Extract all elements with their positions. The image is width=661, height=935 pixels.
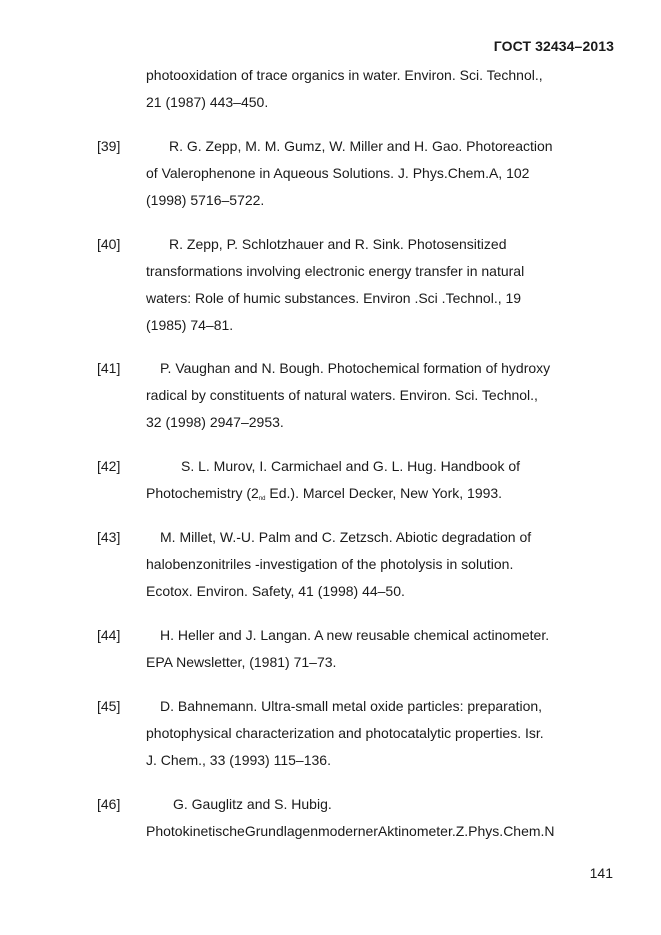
reference-line <box>146 484 502 508</box>
reference-number: [42] <box>97 458 121 474</box>
reference-line: transformations involving electronic energy transfer in natural <box>146 263 525 279</box>
reference-line: PhotokinetischeGrundlagenmodernerAktinometer.Z.Phys.Chem.N <box>146 823 555 839</box>
reference-line: G. Gauglitz and S. Hubig. <box>173 796 332 812</box>
reference-line: (1998) 5716–5722. <box>146 192 265 208</box>
reference-line: H. Heller and J. Langan. A new reusable chemical actinometer. <box>160 627 550 643</box>
reference-line: R. G. Zepp, M. M. Gumz, W. Miller and H. Gao. Photoreaction <box>169 138 553 154</box>
reference-line: S. L. Murov, I. Carmichael and G. L. Hug. Handbook of <box>181 458 521 474</box>
reference-number: [44] <box>97 627 121 643</box>
reference-line: R. Zepp, P. Schlotzhauer and R. Sink. Photosensitized <box>169 236 507 252</box>
reference-line: halobenzonitriles -investigation of the photolysis in solution. <box>146 556 514 572</box>
ordinal-suffix: nd <box>258 496 266 502</box>
standard-header: ГОСТ 32434–2013 <box>493 38 614 54</box>
edition-text: Ed.). Marcel Decker, New York, 1993. <box>265 485 503 501</box>
reference-line: D. Bahnemann. Ultra-small metal oxide particles: preparation, <box>160 698 543 714</box>
reference-number: [41] <box>97 360 121 376</box>
reference-line: Ecotox. Environ. Safety, 41 (1998) 44–50. <box>146 583 405 599</box>
reference-line: of Valerophenone in Aqueous Solutions. J. Phys.Chem.A, 102 <box>146 165 530 181</box>
reference-line: EPA Newsletter, (1981) 71–73. <box>146 654 337 670</box>
reference-number: [40] <box>97 236 121 252</box>
reference-number: [43] <box>97 529 121 545</box>
reference-line: (1985) 74–81. <box>146 317 234 333</box>
edition-text: Photochemistry (2 <box>146 485 259 501</box>
continuation-line: 21 (1987) 443–450. <box>146 94 269 110</box>
reference-line: P. Vaughan and N. Bough. Photochemical formation of hydroxy <box>160 360 551 376</box>
reference-line: radical by constituents of natural waters. Environ. Sci. Technol., <box>146 387 538 403</box>
reference-number: [46] <box>97 796 121 812</box>
reference-line: J. Chem., 33 (1993) 115–136. <box>146 752 331 768</box>
reference-line: M. Millet, W.-U. Palm and C. Zetzsch. Abiotic degradation of <box>160 529 532 545</box>
page-number: 141 <box>589 865 613 881</box>
reference-line: waters: Role of humic substances. Environ .Sci .Technol., 19 <box>146 290 522 306</box>
reference-line: 32 (1998) 2947–2953. <box>146 414 284 430</box>
reference-line: photophysical characterization and photocatalytic properties. Isr. <box>146 725 544 741</box>
reference-number: [45] <box>97 698 121 714</box>
reference-number: [39] <box>97 138 121 154</box>
continuation-line: photooxidation of trace organics in water. Environ. Sci. Technol., <box>146 67 543 83</box>
